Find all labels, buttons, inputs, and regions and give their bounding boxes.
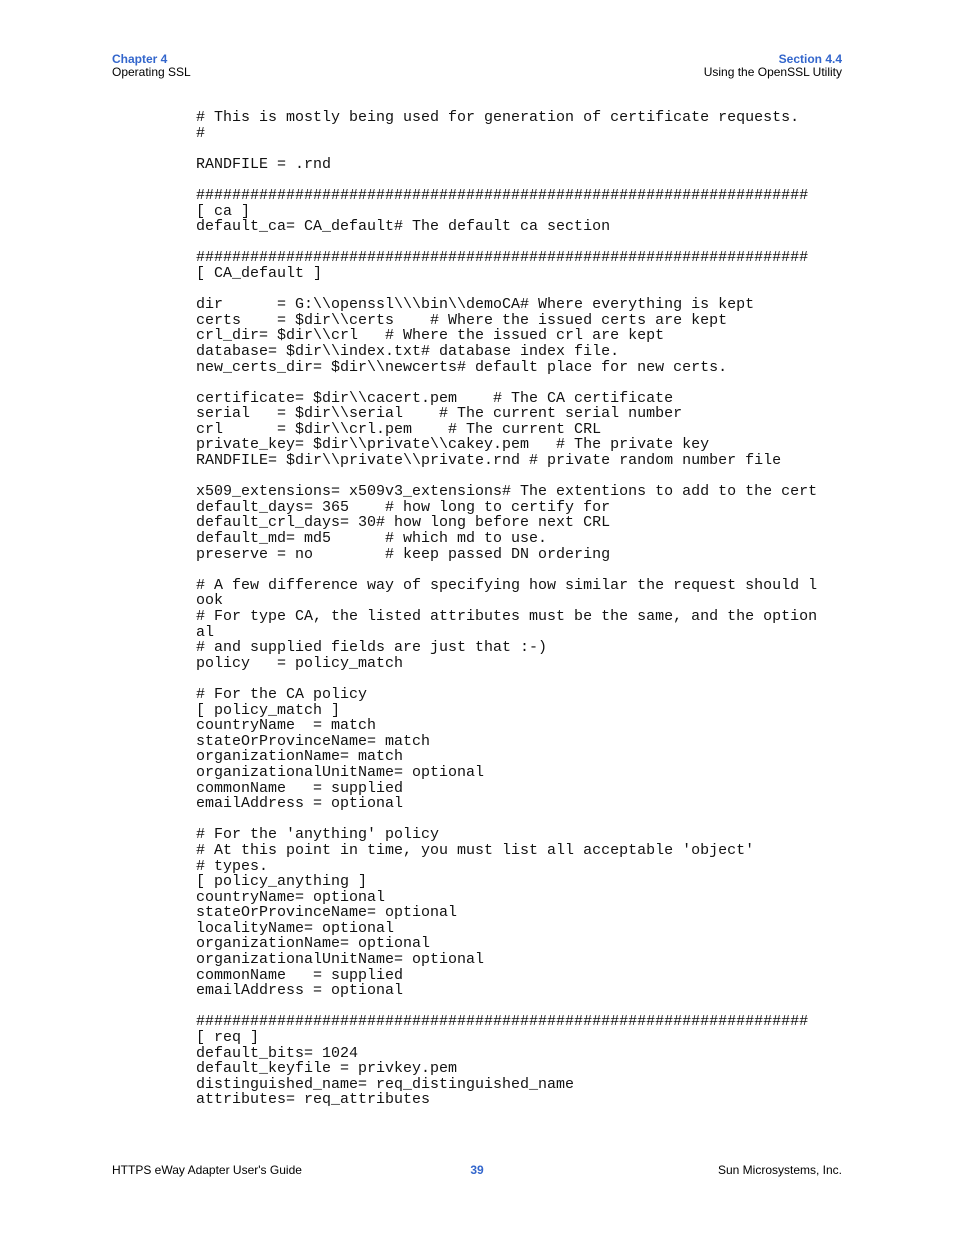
code-line: # and supplied fields are just that :-) — [196, 639, 548, 657]
code-line: [ CA_default ] — [196, 264, 323, 282]
code-line — [196, 562, 846, 578]
chapter-title: Operating SSL — [112, 65, 191, 79]
code-line: # types. — [196, 857, 269, 875]
code-line: default_keyfile = privkey.pem — [196, 1060, 458, 1078]
code-line — [196, 235, 846, 251]
code-line: distinguished_name= req_distinguished_name — [196, 1075, 575, 1093]
code-line: # For type CA, the listed attributes must be the same, and the option — [196, 608, 818, 625]
code-line: RANDFILE= $dir\\private\\private.rnd # private random number file — [196, 452, 782, 470]
code-line: # For the 'anything' policy — [196, 826, 440, 844]
code-line: # For the CA policy — [196, 685, 368, 703]
code-line: organizationName= match — [196, 748, 404, 766]
code-line: #################################################################### — [196, 249, 809, 267]
code-line: countryName= optional — [196, 888, 386, 906]
footer-guide-title: HTTPS eWay Adapter User's Guide — [112, 1163, 302, 1177]
code-line — [196, 141, 846, 157]
running-header-section — [704, 53, 842, 79]
code-line: default_days= 365 # how long to certify for — [196, 498, 611, 516]
code-line: commonName = supplied — [196, 779, 404, 797]
section-title: Using the OpenSSL Utility — [703, 65, 842, 79]
code-line: ook — [196, 592, 224, 610]
code-line: new_certs_dir= $dir\\newcerts# default place for new certs. — [196, 358, 728, 376]
code-line: preserve = no # keep passed DN ordering — [196, 545, 611, 563]
code-line: certs = $dir\\certs # Where the issued certs are kept — [196, 311, 728, 329]
code-line: organizationName= optional — [196, 935, 431, 953]
code-line: [ policy_anything ] — [196, 873, 368, 891]
code-line: [ ca ] — [196, 202, 251, 220]
code-line: # This is mostly being used for generation of certificate requests. — [196, 109, 800, 126]
code-line — [196, 469, 846, 485]
code-line: RANDFILE = .rnd — [196, 155, 332, 173]
code-line: crl_dir= $dir\\crl # Where the issued crl are kept — [196, 327, 665, 345]
code-line — [196, 812, 846, 828]
code-line: private_key= $dir\\private\\cakey.pem # The private key — [196, 436, 710, 454]
code-line: default_md= md5 # which md to use. — [196, 530, 548, 548]
code-line: al — [196, 623, 215, 641]
code-line: organizationalUnitName= optional — [196, 763, 485, 781]
code-line — [196, 375, 846, 391]
code-line: emailAddress = optional — [196, 982, 404, 1000]
code-line: # At this point in time, you must list all acceptable 'object' — [196, 841, 755, 859]
code-line: attributes= req_attributes — [196, 1091, 431, 1109]
footer-page-number: 39 — [470, 1163, 484, 1177]
code-line: [ policy_match ] — [196, 701, 341, 719]
code-line: commonName = supplied — [196, 966, 404, 984]
code-line: countryName = match — [196, 717, 377, 735]
running-header-chapter — [112, 53, 191, 79]
section-label: Section 4.4 — [778, 52, 842, 66]
code-line: crl = $dir\\crl.pem # The current CRL — [196, 420, 602, 438]
code-line: organizationalUnitName= optional — [196, 951, 485, 969]
code-line: default_crl_days= 30# how long before next CRL — [196, 514, 611, 532]
config-code-listing — [196, 110, 846, 1108]
code-line: stateOrProvinceName= optional — [196, 904, 458, 922]
code-line: emailAddress = optional — [196, 795, 404, 813]
code-line: serial = $dir\\serial # The current serial number — [196, 405, 683, 423]
code-line: database= $dir\\index.txt# database index file. — [196, 342, 620, 360]
code-line — [196, 999, 846, 1015]
chapter-label: Chapter 4 — [112, 52, 168, 66]
footer-company: Sun Microsystems, Inc. — [717, 1163, 842, 1177]
code-line: policy = policy_match — [196, 654, 404, 672]
code-line: x509_extensions= x509v3_extensions# The extentions to add to the cert — [196, 483, 818, 501]
code-line — [196, 671, 846, 687]
code-line: #################################################################### — [196, 186, 809, 204]
code-line: default_ca= CA_default# The default ca section — [196, 218, 611, 236]
code-line — [196, 172, 846, 188]
code-line: # A few difference way of specifying how similar the request should l — [196, 576, 818, 594]
code-line: localityName= optional — [196, 919, 395, 937]
code-line: certificate= $dir\\cacert.pem # The CA certificate — [196, 389, 674, 407]
code-line — [196, 282, 846, 298]
code-line: stateOrProvinceName= match — [196, 732, 431, 750]
code-line: #################################################################### — [196, 1013, 809, 1031]
code-line: dir = G:\\openssl\\\bin\\demoCA# Where everything is kept — [196, 296, 755, 314]
code-line: default_bits= 1024 — [196, 1044, 359, 1062]
code-line: # — [196, 124, 206, 142]
code-line: [ req ] — [196, 1029, 260, 1047]
